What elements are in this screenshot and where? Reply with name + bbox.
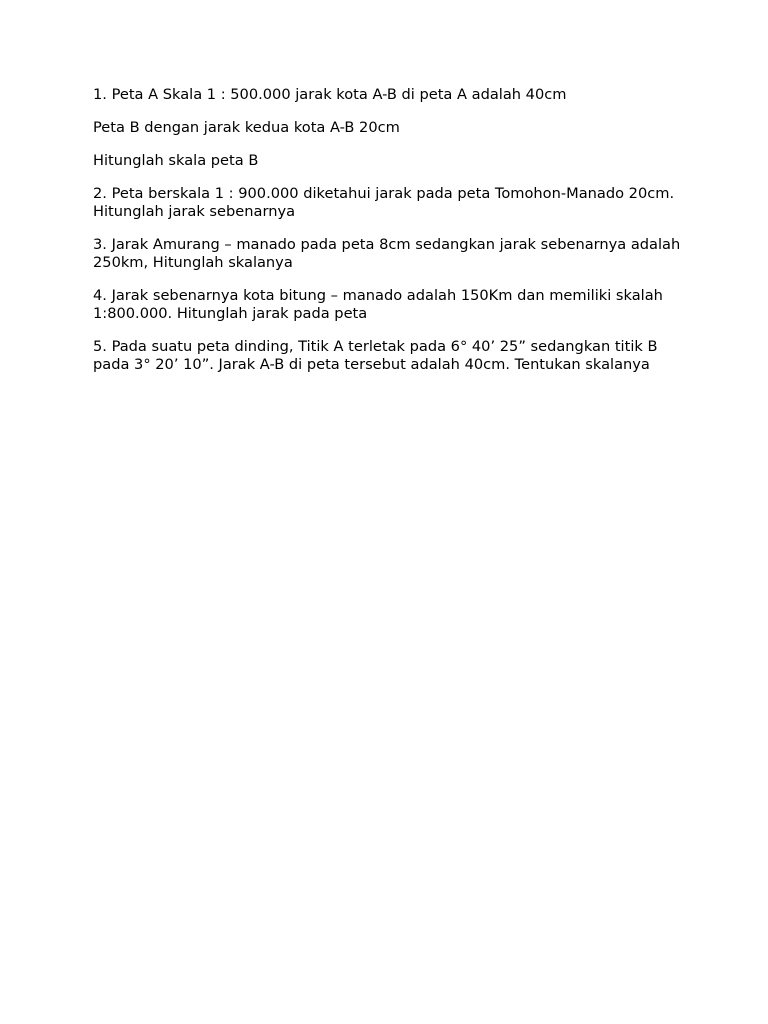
question-4: 4. Jarak sebenarnya kota bitung – manado adalah 150Km dan memiliki skalah 1:800.000. Hitunglah jarak pada peta <box>93 287 663 322</box>
question-3: 3. Jarak Amurang – manado pada peta 8cm sedangkan jarak sebenarnya adalah 250km, Hitunglah skalanya <box>93 236 681 271</box>
question-1-line-3: Hitunglah skala peta B <box>93 152 259 169</box>
question-1-line-1: 1. Peta A Skala 1 : 500.000 jarak kota A-B di peta A adalah 40cm <box>93 86 567 103</box>
question-5: 5. Pada suatu peta dinding, Titik A terletak pada 6° 40’ 25” sedangkan titik B pada 3° 20’ 10”. Jarak A-B di peta tersebut adalah 40cm. Tentukan skalanya <box>93 338 658 373</box>
question-2: 2. Peta berskala 1 : 900.000 diketahui jarak pada peta Tomohon-Manado 20cm. Hitunglah jarak sebenarnya <box>93 185 675 220</box>
document-body <box>93 86 693 389</box>
question-1-line-2: Peta B dengan jarak kedua kota A-B 20cm <box>93 119 400 136</box>
